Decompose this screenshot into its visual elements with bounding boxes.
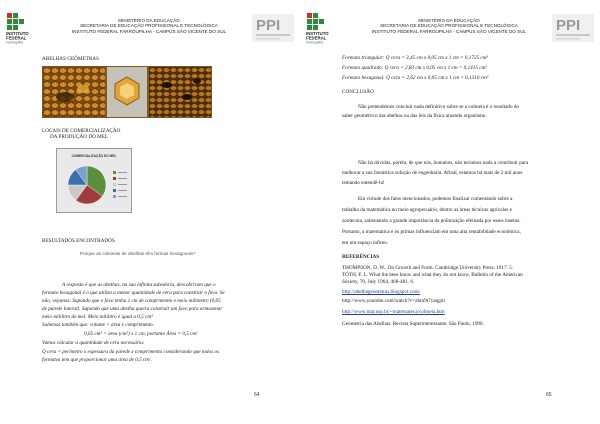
reference-link-1[interactable]: http://abelhageometras.blogspot.com/ [342, 289, 421, 295]
body-line-5: meio mililitro de mel. Meio mililitro é igual a 0,5 cm³ [42, 314, 153, 320]
conclusion-p1-l2: saber geométrico das abelhas ou das leis da física atuando organismo. [342, 113, 487, 119]
body-line-9: Q cera = perímetro x espessura da parede x comprimento considerando que todos os [42, 349, 220, 355]
question-caption: Porque as colmeias de abelhas têm formas hexagonais? [80, 251, 196, 256]
formula-square: Formato quadrado: Q cera = 2,83 cm x 0,05 cm x 1 cm = 0,1415 cm³ [342, 65, 487, 71]
header-line-2: SECRETARIA DE EDUCAÇÃO PROFISSIONAL E TECNOLÓGICA [80, 23, 218, 29]
reference-link-2[interactable]: http://www.youtube.com/watch?v=zhm9t7yaqgm [342, 298, 445, 304]
ppi-logo-right [552, 12, 594, 44]
section-title-results: RESULTADOS ENCONTRADOS [42, 238, 115, 244]
body-line-3: não, vejamos: Supondo que o favo tenha 1 cm de comprimento e meio milímetro (0,05 [42, 298, 221, 304]
if-logo-r3: Farroupilha [306, 40, 324, 45]
body-line-2: formato hexagonal é o que utiliza a menor quantidade de cera para construir o favo. Se [42, 290, 225, 296]
references-title: REFERÊNCIAS [342, 254, 380, 260]
conclusion-p3-l2: trabalho da matemática no meio agropecuário, dentro as áreas técnicas agrícolas e [342, 207, 512, 213]
header-line-3: INSTITUTO FEDERAL FARROUPILHA - CAMPUS SÃO VICENTE DO SUL [71, 28, 227, 34]
pie-chart-panel [56, 148, 132, 213]
section-title-commerce-2: DA PRODUÇÃO DO MEL [50, 134, 109, 140]
body-line-1: A resposta é que as abelhas, na sua infinita sabedoria, descobriram que o [62, 282, 216, 288]
header-line-2-right: SECRETARIA DE EDUCAÇÃO PROFISSIONAL E TECNOLÓGICA [380, 23, 518, 29]
if-logo-l1: INSTITUTO [6, 31, 29, 36]
pie-legend-label [118, 190, 127, 191]
header-line-1: MINISTÉRIO DA EDUCAÇÃO [118, 18, 180, 23]
pie-legend-label [118, 178, 127, 179]
pie-legend-swatch [113, 177, 116, 180]
ppi-logo [252, 12, 294, 44]
body-line-6: Sabemos também que: volume = área x comprimento. [42, 322, 154, 328]
ppi-logo-text: PPI [256, 17, 281, 34]
conclusion-p3-l1: Em virtude dos fatos mencionados, podemos finalizar comentando sobre a [358, 196, 513, 202]
conclusion-p1-l1: Não pretendemos concluir nada definitivo sobre se a colmeia é o resultado do [358, 104, 520, 110]
if-logo-l2: FEDERAL [6, 35, 27, 41]
pie-legend-swatch [113, 183, 116, 186]
body-line-4: de parede lateral). Supondo que uma abelha queira construir um favo para armazenar [42, 306, 223, 312]
body-line-10: formatos tem que proporcionar uma área de 0,5 cm². [42, 357, 152, 363]
section-title-bees: ABELHAS GEÔMETRAS [42, 56, 99, 62]
body-line-7: 0,05 cm³ = área (cm²) x 1 cm, portanto Área = 0,5 cm² [84, 331, 198, 337]
conclusion-title: CONCLUSÃO [342, 89, 374, 95]
pie-legend-label [118, 196, 127, 197]
bee-cell-photo [106, 66, 148, 118]
formula-hexagonal: Formato hexagonal: Q cera = 2,62 cm x 0,05 cm x 1 cm = 0,1310 cm³ [342, 75, 489, 81]
if-logo-r1: INSTITUTO [306, 31, 329, 36]
reference-1: THOMPSON, D. W.. On Growth and Form. Cambridge University Press. 1917. 5. [342, 265, 514, 271]
page-number-right: 65 [546, 392, 552, 398]
header-text-right [346, 18, 552, 34]
conclusion-p3-l5: em um espaço ínfimo. [342, 240, 389, 246]
pie-chart-title: COMERCIALIZAÇÃO DO MEL [71, 154, 117, 158]
conclusion-p2-l1: Não há dúvidas, porém, de que nós, humanos, não teríamos nada a contribuir para [358, 160, 529, 166]
if-logo-l3: Farroupilha [6, 40, 24, 45]
formula-triangular: Formato triangular: Q cera = 3,45 cm x 0,05 cm x 1 cm = 0,1725 cm³ [342, 55, 489, 61]
pie-chart [57, 149, 131, 212]
conclusion-p2-l2: melhorar a sua fantástica solução de engenharia. Afinal, estamos há mais de 2 mil anos [342, 170, 523, 176]
header-line-1-right: MINISTÉRIO DA EDUCAÇÃO [418, 18, 480, 23]
conclusion-p3-l3: zootecnia, salientando a grande importância da polinização efetuada por esses insetos. [342, 218, 521, 224]
pie-legend-swatch [113, 189, 116, 192]
ppi-logo-text-right: PPI [556, 17, 581, 34]
institute-logo [6, 12, 42, 46]
bees-on-comb-photo [148, 66, 212, 118]
pie-legend-swatch [113, 195, 116, 198]
page-header [0, 8, 300, 45]
conclusion-p2-l3: tentando entendê-la! [342, 180, 385, 186]
pie-legend-label [118, 172, 127, 173]
pie-legend-swatch [113, 171, 116, 174]
if-logo-r2: FEDERAL [306, 35, 327, 41]
page-number-left: 64 [254, 392, 260, 398]
reference-2: TÓTH, F. L. What the bees know and what they do not know, Bulletin of the American [342, 272, 523, 278]
page-right [300, 0, 600, 424]
section-title-commerce-1: LOCAIS DE COMERCIALIZAÇÃO [42, 128, 121, 134]
conclusion-p3-l4: Portanto, a matemática e os primas influenciam em uma alta rentabilidade econômica, [342, 229, 521, 235]
pie-legend-label [118, 184, 127, 185]
reference-2-cont: Society, 70, July 1964, 468-481. 6. [342, 279, 415, 285]
institute-logo-right [306, 12, 342, 46]
page-header-right [300, 8, 600, 45]
reference-last: Geometria das Abelhas. Revista Superinteressante, São Paulo, 1990. [342, 321, 484, 327]
reference-link-3[interactable]: http://www.mat.usp.br/~matemateca/colmeia.htm [342, 309, 445, 315]
honeycomb-photo [42, 66, 106, 118]
header-text [46, 18, 252, 34]
header-line-3-right: INSTITUTO FEDERAL FARROUPILHA - CAMPUS SÃO VICENTE DO SUL [371, 28, 527, 34]
body-line-8: Vamos calcular a quantidade de cera necessária: [42, 340, 145, 346]
